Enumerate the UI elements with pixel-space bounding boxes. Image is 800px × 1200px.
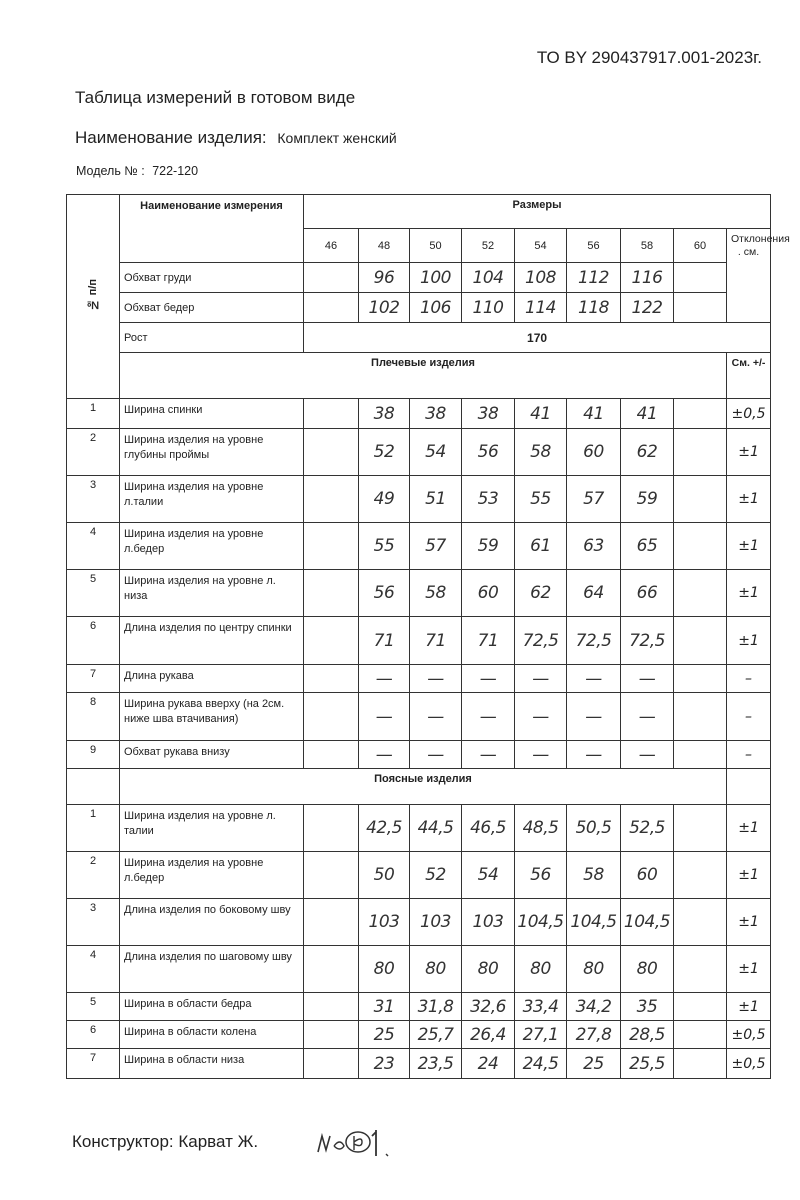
row-number: 1 xyxy=(67,399,120,429)
empty-cell xyxy=(304,1049,359,1079)
measurement-label: Ширина в области низа xyxy=(120,1049,304,1079)
measurement-row xyxy=(67,1049,771,1079)
row-number: 4 xyxy=(67,523,120,570)
empty-cell xyxy=(304,263,359,293)
tolerance-value: – xyxy=(727,693,771,741)
tolerance-value: ±0,5 xyxy=(727,399,771,429)
measurement-label: Ширина спинки xyxy=(120,399,304,429)
measurement-value: 72,5 xyxy=(515,617,567,665)
row-number: 1 xyxy=(67,805,120,852)
empty-cell xyxy=(304,429,359,476)
measurement-value: — xyxy=(410,693,462,741)
measurement-value: 58 xyxy=(410,570,462,617)
standard-code: ТО BY 290437917.001-2023г. xyxy=(536,48,762,67)
measurement-value: 38 xyxy=(359,399,410,429)
constructor-signature-line: Конструктор: Карват Ж. xyxy=(72,1132,259,1151)
measurement-value: 41 xyxy=(621,399,674,429)
measurement-value: 66 xyxy=(621,570,674,617)
measurement-value: 104,5 xyxy=(567,899,621,946)
measurement-row xyxy=(67,523,771,570)
measurement-value: 53 xyxy=(462,476,515,523)
empty-cell xyxy=(674,523,727,570)
tolerance-value: ±0,5 xyxy=(727,1049,771,1079)
empty-cell xyxy=(674,570,727,617)
measurement-label: Ширина изделия на уровне л.бедер xyxy=(120,852,304,899)
row-number: 7 xyxy=(67,1049,120,1079)
measurement-row xyxy=(67,665,771,693)
measurement-value: 41 xyxy=(567,399,621,429)
measurement-value: 25,5 xyxy=(621,1049,674,1079)
size-cell: 58 xyxy=(621,229,674,263)
size-cell: 60 xyxy=(674,229,727,263)
height-row xyxy=(67,323,771,353)
measurement-value: 57 xyxy=(410,523,462,570)
measurement-value: 52 xyxy=(410,852,462,899)
measurement-value: 25 xyxy=(359,1021,410,1049)
measurement-row xyxy=(67,1021,771,1049)
measurement-value: 56 xyxy=(462,429,515,476)
measurement-label: Ширина изделия на уровне л. низа xyxy=(120,570,304,617)
measurement-value: 52 xyxy=(359,429,410,476)
measurement-row xyxy=(67,946,771,993)
measurement-value: 80 xyxy=(462,946,515,993)
section-shoulder-title: Плечевые изделия xyxy=(120,353,727,399)
base-value: 104 xyxy=(462,263,515,293)
measurement-value: 51 xyxy=(410,476,462,523)
measurement-value: — xyxy=(515,665,567,693)
measurement-value: 50,5 xyxy=(567,805,621,852)
empty-cell xyxy=(304,899,359,946)
tolerance-value: ±1 xyxy=(727,852,771,899)
empty-cell xyxy=(304,617,359,665)
tolerance-value: ±1 xyxy=(727,429,771,476)
measurement-value: 41 xyxy=(515,399,567,429)
measurement-label: Длина изделия по боковому шву xyxy=(120,899,304,946)
measurement-value: 72,5 xyxy=(621,617,674,665)
tolerance-value: ±0,5 xyxy=(727,1021,771,1049)
measurement-value: — xyxy=(567,693,621,741)
measurement-value: 23 xyxy=(359,1049,410,1079)
base-value: 102 xyxy=(359,293,410,323)
empty-cell xyxy=(304,993,359,1021)
measurement-value: — xyxy=(359,665,410,693)
measurement-value: 27,8 xyxy=(567,1021,621,1049)
measurement-label: Ширина изделия на уровне л.бедер xyxy=(120,523,304,570)
np-header-cell xyxy=(67,195,120,399)
measurement-value: 49 xyxy=(359,476,410,523)
base-value: 110 xyxy=(462,293,515,323)
empty-cell xyxy=(674,805,727,852)
measurement-label: Длина рукава xyxy=(120,665,304,693)
measurement-value: 54 xyxy=(410,429,462,476)
base-value: 118 xyxy=(567,293,621,323)
measurement-value: 38 xyxy=(462,399,515,429)
tolerance-value: ±1 xyxy=(727,899,771,946)
measurement-value: 26,4 xyxy=(462,1021,515,1049)
measurement-row xyxy=(67,805,771,852)
base-label: Обхват бедер xyxy=(120,293,304,323)
measurement-value: — xyxy=(515,693,567,741)
measurements-table xyxy=(66,194,790,1079)
measurement-value: 55 xyxy=(359,523,410,570)
measurement-value: 25,7 xyxy=(410,1021,462,1049)
measurement-value: 27,1 xyxy=(515,1021,567,1049)
measurement-value: 55 xyxy=(515,476,567,523)
measurement-value: 71 xyxy=(410,617,462,665)
measurement-value: 57 xyxy=(567,476,621,523)
name-header: Наименование измерения xyxy=(120,195,304,263)
measurement-value: 80 xyxy=(359,946,410,993)
size-cell: 54 xyxy=(515,229,567,263)
measurement-value: 62 xyxy=(621,429,674,476)
measurement-row xyxy=(67,617,771,665)
measurement-value: 103 xyxy=(359,899,410,946)
document-title: Таблица измерений в готовом виде xyxy=(75,88,356,107)
row-number: 3 xyxy=(67,899,120,946)
measurement-value: 34,2 xyxy=(567,993,621,1021)
measurement-value: 103 xyxy=(410,899,462,946)
measurement-value: — xyxy=(567,741,621,769)
empty-cell xyxy=(674,429,727,476)
tolerance-value: ±1 xyxy=(727,993,771,1021)
empty-cell xyxy=(304,741,359,769)
height-label: Рост xyxy=(120,323,304,353)
tolerance-value: ±1 xyxy=(727,617,771,665)
measurement-value: 59 xyxy=(621,476,674,523)
measurement-value: — xyxy=(462,741,515,769)
measurement-value: 35 xyxy=(621,993,674,1021)
tolerance-value: ±1 xyxy=(727,805,771,852)
measurement-value: — xyxy=(621,741,674,769)
measurement-value: — xyxy=(567,665,621,693)
measurement-value: 60 xyxy=(567,429,621,476)
measurement-value: 28,5 xyxy=(621,1021,674,1049)
empty-cell xyxy=(674,399,727,429)
measurement-value: 104,5 xyxy=(621,899,674,946)
deviation-header: Отклонения . см. xyxy=(727,229,771,323)
base-label: Обхват груди xyxy=(120,263,304,293)
empty-cell xyxy=(674,293,727,323)
base-value: 114 xyxy=(515,293,567,323)
measurement-value: 24 xyxy=(462,1049,515,1079)
measurement-value: — xyxy=(410,741,462,769)
row-number: 4 xyxy=(67,946,120,993)
measurement-value: — xyxy=(621,665,674,693)
measurement-value: 56 xyxy=(359,570,410,617)
model-value: 722-120 xyxy=(152,164,199,178)
measurement-row xyxy=(67,993,771,1021)
base-value: 106 xyxy=(410,293,462,323)
empty-cell xyxy=(674,946,727,993)
measurement-label: Обхват рукава внизу xyxy=(120,741,304,769)
measurement-value: 52,5 xyxy=(621,805,674,852)
size-cell: 50 xyxy=(410,229,462,263)
base-row-chest xyxy=(67,263,771,293)
measurement-value: 38 xyxy=(410,399,462,429)
row-number: 5 xyxy=(67,993,120,1021)
measurement-value: 56 xyxy=(515,852,567,899)
empty-cell xyxy=(674,665,727,693)
measurement-row xyxy=(67,429,771,476)
row-number: 9 xyxy=(67,741,120,769)
measurement-value: 65 xyxy=(621,523,674,570)
measurement-value: 31,8 xyxy=(410,993,462,1021)
measurement-label: Ширина изделия на уровне л.талии xyxy=(120,476,304,523)
row-number: 7 xyxy=(67,665,120,693)
measurement-value: — xyxy=(462,693,515,741)
measurement-value: 62 xyxy=(515,570,567,617)
empty-cell xyxy=(674,899,727,946)
empty-cell xyxy=(304,570,359,617)
measurement-label: Ширина рукава вверху (на 2см. ниже шва втачивания) xyxy=(120,693,304,741)
empty-cell xyxy=(304,693,359,741)
row-number: 8 xyxy=(67,693,120,741)
measurement-label: Длина изделия по шаговому шву xyxy=(120,946,304,993)
empty-cell xyxy=(67,769,120,805)
measurement-value: 80 xyxy=(410,946,462,993)
measurement-value: — xyxy=(359,741,410,769)
measurement-row xyxy=(67,476,771,523)
tolerance-value: ±1 xyxy=(727,570,771,617)
empty-cell xyxy=(674,741,727,769)
measurement-row xyxy=(67,852,771,899)
base-value: 108 xyxy=(515,263,567,293)
empty-cell xyxy=(304,523,359,570)
size-cell: 56 xyxy=(567,229,621,263)
empty-cell xyxy=(304,852,359,899)
row-number: 6 xyxy=(67,617,120,665)
empty-cell xyxy=(304,665,359,693)
measurement-value: 63 xyxy=(567,523,621,570)
measurement-value: 48,5 xyxy=(515,805,567,852)
size-cell: 46 xyxy=(304,229,359,263)
measurement-value: 24,5 xyxy=(515,1049,567,1079)
measurement-row xyxy=(67,570,771,617)
measurement-value: 42,5 xyxy=(359,805,410,852)
measurement-value: 104,5 xyxy=(515,899,567,946)
row-number: 2 xyxy=(67,429,120,476)
measurement-value: 25 xyxy=(567,1049,621,1079)
tolerance-value: ±1 xyxy=(727,946,771,993)
tolerance-value: ±1 xyxy=(727,523,771,570)
measurement-label: Ширина в области колена xyxy=(120,1021,304,1049)
measurement-value: — xyxy=(410,665,462,693)
size-cell: 52 xyxy=(462,229,515,263)
measurement-value: 32,6 xyxy=(462,993,515,1021)
measurement-value: 72,5 xyxy=(567,617,621,665)
measurement-value: 58 xyxy=(515,429,567,476)
row-number: 3 xyxy=(67,476,120,523)
empty-cell xyxy=(674,1021,727,1049)
section-shoulder-row xyxy=(67,353,771,399)
empty-cell xyxy=(727,769,771,805)
measurement-value: — xyxy=(462,665,515,693)
empty-cell xyxy=(674,263,727,293)
measurement-value: 61 xyxy=(515,523,567,570)
model-label: Модель № : xyxy=(76,164,145,178)
empty-cell xyxy=(304,476,359,523)
section-shoulder-deviation: См. +/- xyxy=(727,353,771,399)
empty-cell xyxy=(674,693,727,741)
measurement-value: 71 xyxy=(359,617,410,665)
empty-cell xyxy=(674,993,727,1021)
product-value: Комплект женский xyxy=(277,130,397,146)
empty-cell xyxy=(304,946,359,993)
base-value: 112 xyxy=(567,263,621,293)
measurement-value: 103 xyxy=(462,899,515,946)
empty-cell xyxy=(304,293,359,323)
row-number: 6 xyxy=(67,1021,120,1049)
section-waist-title: Поясные изделия xyxy=(120,769,727,805)
measurement-value: 80 xyxy=(567,946,621,993)
tolerance-value: – xyxy=(727,741,771,769)
empty-cell xyxy=(674,1049,727,1079)
empty-cell xyxy=(674,476,727,523)
np-header: № п/п xyxy=(87,279,99,311)
measurement-value: 23,5 xyxy=(410,1049,462,1079)
measurement-value: 58 xyxy=(567,852,621,899)
measurement-label: Ширина изделия на уровне глубины проймы xyxy=(120,429,304,476)
measurement-label: Ширина изделия на уровне л. талии xyxy=(120,805,304,852)
measurement-value: 31 xyxy=(359,993,410,1021)
measurement-value: 80 xyxy=(515,946,567,993)
product-label: Наименование изделия: xyxy=(75,128,267,147)
row-number: 2 xyxy=(67,852,120,899)
empty-cell xyxy=(304,1021,359,1049)
measurement-value: 44,5 xyxy=(410,805,462,852)
measurement-value: 60 xyxy=(462,570,515,617)
base-row-hips xyxy=(67,293,771,323)
measurement-row xyxy=(67,741,771,769)
empty-cell xyxy=(674,617,727,665)
base-value: 116 xyxy=(621,263,674,293)
measurement-value: 60 xyxy=(621,852,674,899)
empty-cell xyxy=(674,852,727,899)
measurement-value: 71 xyxy=(462,617,515,665)
handwritten-signature xyxy=(312,1122,402,1166)
measurement-value: — xyxy=(359,693,410,741)
measurement-value: 46,5 xyxy=(462,805,515,852)
base-value: 122 xyxy=(621,293,674,323)
model-line xyxy=(76,164,198,178)
measurement-value: 64 xyxy=(567,570,621,617)
measurement-label: Ширина в области бедра xyxy=(120,993,304,1021)
empty-cell xyxy=(304,399,359,429)
measurement-value: 80 xyxy=(621,946,674,993)
tolerance-value: ±1 xyxy=(727,476,771,523)
measurement-row xyxy=(67,693,771,741)
empty-cell xyxy=(304,805,359,852)
section-waist-row xyxy=(67,769,771,805)
sizes-header: Размеры xyxy=(304,195,771,229)
table-body xyxy=(67,195,790,1079)
measurement-row xyxy=(67,399,771,429)
product-line xyxy=(75,128,397,148)
measurement-value: — xyxy=(515,741,567,769)
measurement-value: 50 xyxy=(359,852,410,899)
row-number: 5 xyxy=(67,570,120,617)
base-value: 96 xyxy=(359,263,410,293)
measurement-value: 54 xyxy=(462,852,515,899)
measurement-value: — xyxy=(621,693,674,741)
height-value: 170 xyxy=(304,323,771,353)
measurement-value: 33,4 xyxy=(515,993,567,1021)
tolerance-value: – xyxy=(727,665,771,693)
base-value: 100 xyxy=(410,263,462,293)
size-cell: 48 xyxy=(359,229,410,263)
measurement-value: 59 xyxy=(462,523,515,570)
measurement-row xyxy=(67,899,771,946)
measurement-label: Длина изделия по центру спинки xyxy=(120,617,304,665)
